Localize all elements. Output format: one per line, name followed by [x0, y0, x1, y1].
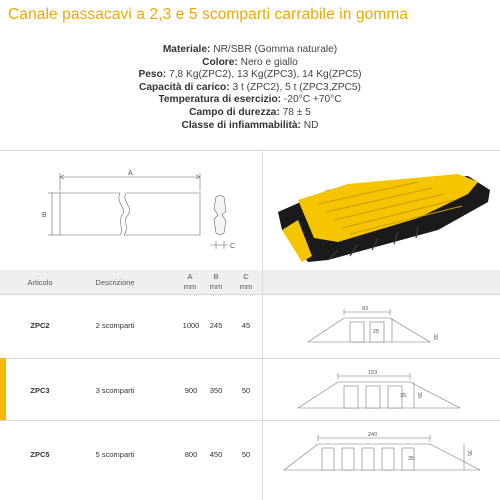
row-code: ZPC5: [30, 450, 50, 459]
page-title: Canale passacavi a 2,3 e 5 scomparti carrabile in gomma: [8, 6, 409, 23]
row-code: ZPC2: [30, 321, 50, 330]
spec-temperature: Temperatura di esercizio: -20°C +70°C: [158, 94, 342, 106]
header-a-unit: mm: [183, 282, 197, 291]
row-a: 1000: [182, 321, 200, 330]
spec-hardness: Campo di durezza: 78 ± 5: [189, 106, 311, 118]
cross-section-zpc5: [280, 428, 492, 480]
divider: [262, 270, 263, 500]
row-desc: 2 scomparti: [95, 321, 135, 330]
dim-height: 32: [432, 334, 438, 341]
header-descrizione: Descrizione: [95, 278, 135, 287]
spec-load: Capacità di carico: 3 t (ZPC2), 5 t (ZPC3,ZPC5): [139, 81, 361, 93]
label-b: B: [42, 212, 47, 219]
dim-slot: 35: [408, 456, 415, 462]
spec-color: Colore: Nero e giallo: [202, 56, 298, 68]
row-b: 450: [209, 450, 223, 459]
row-desc: 5 scomparti: [95, 450, 135, 459]
row-b: 350: [209, 386, 223, 395]
divider: [0, 358, 500, 359]
spec-weight: Peso: 7,8 Kg(ZPC2), 13 Kg(ZPC3), 14 Kg(ZPC5): [138, 69, 362, 81]
header-c: C: [243, 272, 249, 281]
dim-slot: 35: [400, 393, 407, 399]
dim-width: 93: [362, 306, 369, 312]
divider: [0, 294, 500, 295]
row-desc: 3 scomparti: [95, 386, 135, 395]
row-c: 45: [241, 321, 251, 330]
header-b-unit: mm: [209, 282, 223, 291]
spec-flammability: Classe di infiammabilità: ND: [181, 119, 319, 131]
header-a: A: [187, 272, 193, 281]
header-b: B: [213, 272, 219, 281]
cross-section-zpc2: [300, 300, 460, 354]
divider: [0, 150, 500, 151]
row-c: 50: [241, 450, 251, 459]
dim-width: 240: [368, 432, 378, 438]
dimension-drawing: [20, 165, 250, 255]
dim-slot: 25: [373, 329, 380, 335]
row-c: 50: [241, 386, 251, 395]
header-c-unit: mm: [239, 282, 253, 291]
header-articolo: Articolo: [27, 278, 53, 287]
divider: [262, 150, 263, 270]
label-a: A: [128, 170, 133, 177]
divider: [0, 420, 500, 421]
row-highlight-bar: [0, 358, 6, 420]
spec-material: Materiale: NR/SBR (Gomma naturale): [162, 44, 338, 55]
row-code: ZPC3: [30, 386, 50, 395]
cross-section-zpc3: [290, 366, 480, 418]
dim-height: 35: [466, 450, 472, 457]
label-c: C: [230, 243, 236, 250]
dim-width: 153: [368, 370, 378, 376]
row-a: 800: [184, 450, 198, 459]
product-image: [268, 160, 494, 266]
row-b: 245: [209, 321, 223, 330]
row-a: 900: [184, 386, 198, 395]
dim-height: 35: [416, 392, 422, 399]
specs-list: [0, 44, 500, 132]
